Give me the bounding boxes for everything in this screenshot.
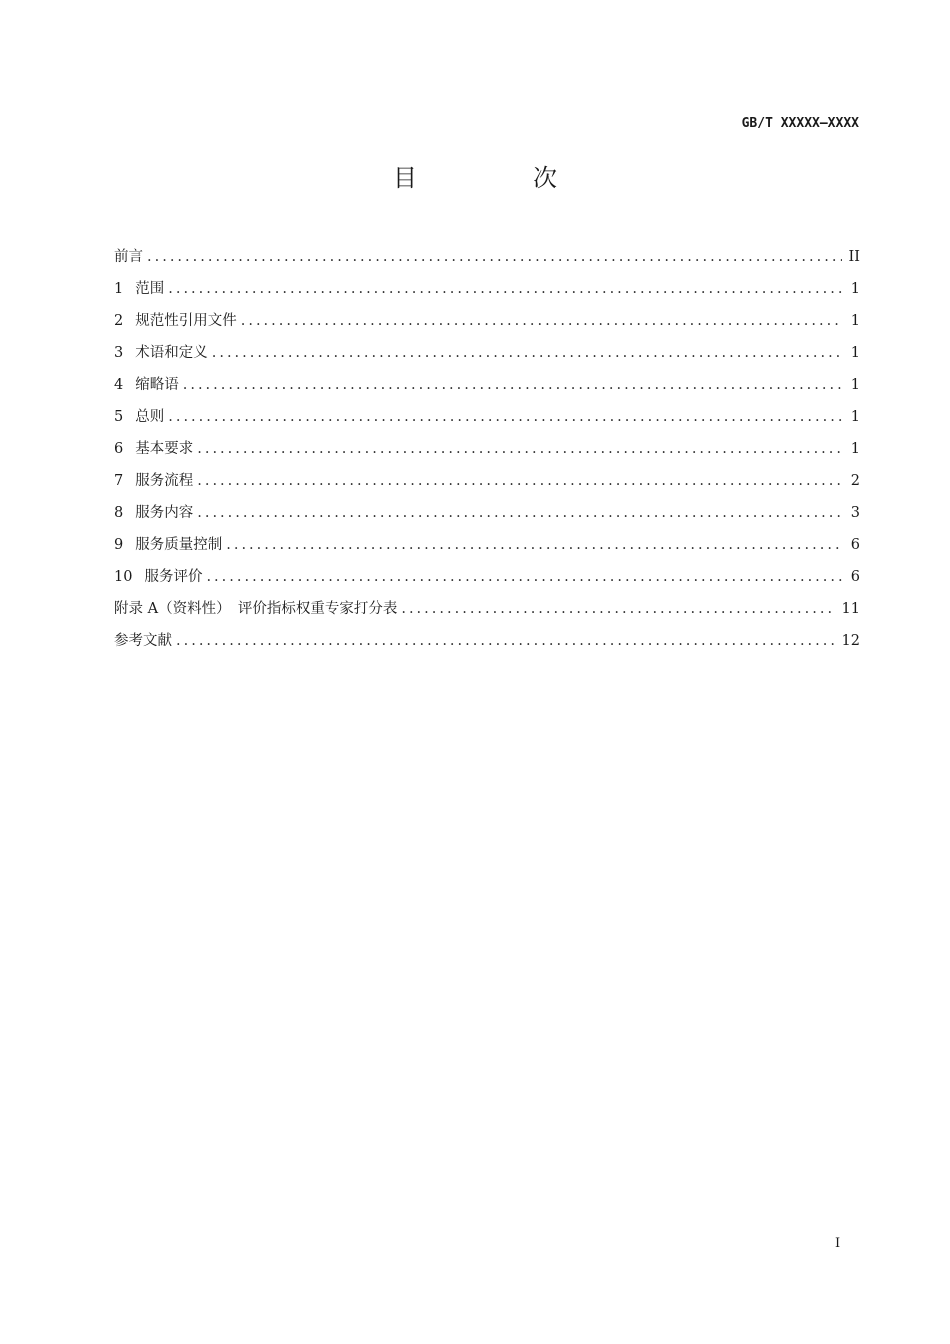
toc-dot-leader (241, 313, 842, 329)
toc-section-number: 7 (114, 473, 124, 489)
toc-dot-leader (197, 505, 842, 521)
toc-dot-leader (197, 441, 842, 457)
toc-entry-label: 基本要求 (135, 441, 194, 457)
toc-entry-normative-references[interactable] (114, 309, 860, 341)
toc-page-number: 1 (850, 345, 860, 361)
toc-page-number: II (848, 249, 860, 265)
toc-entry-label: 参考文献 (114, 633, 172, 649)
toc-entry-general[interactable] (114, 405, 860, 437)
toc-section-number: 2 (114, 313, 124, 329)
toc-page-number: 12 (841, 633, 860, 649)
toc-dot-leader (212, 345, 842, 361)
toc-page-number: 1 (850, 441, 860, 457)
toc-entry-label: 规范性引用文件 (135, 313, 237, 329)
toc-entry-bibliography[interactable] (114, 629, 860, 661)
toc-section-number: 3 (114, 345, 124, 361)
toc-entry-service-process[interactable] (114, 469, 860, 501)
toc-page-number: 1 (850, 313, 860, 329)
table-of-contents (114, 245, 860, 661)
toc-section-number: 5 (114, 409, 124, 425)
toc-entry-label: 服务质量控制 (135, 537, 223, 553)
toc-page-number: 3 (850, 505, 860, 521)
toc-entry-service-evaluation[interactable] (114, 565, 860, 597)
toc-page-number: 2 (850, 473, 860, 489)
toc-dot-leader (147, 249, 842, 265)
toc-entry-label: 服务内容 (135, 505, 194, 521)
toc-entry-appendix-a[interactable] (114, 597, 860, 629)
toc-entry-label: 缩略语 (135, 377, 179, 393)
toc-entry-quality-control[interactable] (114, 533, 860, 565)
toc-entry-abbreviations[interactable] (114, 373, 860, 405)
toc-section-number: 1 (114, 281, 124, 297)
toc-entry-label: 范围 (135, 281, 165, 297)
toc-page-number: 1 (850, 409, 860, 425)
toc-entry-label: 服务流程 (135, 473, 194, 489)
toc-page-number: 6 (850, 537, 860, 553)
toc-section-number: 9 (114, 537, 124, 553)
toc-entry-label: 总则 (135, 409, 165, 425)
toc-page-number: 11 (841, 601, 860, 617)
toc-section-number: 4 (114, 377, 124, 393)
toc-page-number: 1 (850, 377, 860, 393)
toc-dot-leader (206, 569, 842, 585)
toc-page-number: 1 (850, 281, 860, 297)
toc-dot-leader (168, 409, 842, 425)
toc-dot-leader (168, 281, 842, 297)
toc-entry-label: 前言 (114, 249, 143, 265)
toc-entry-basic-requirements[interactable] (114, 437, 860, 469)
toc-entry-label: 服务评价 (144, 569, 203, 585)
toc-dot-leader (197, 473, 842, 489)
toc-dot-leader (226, 537, 842, 553)
toc-entry-terms-definitions[interactable] (114, 341, 860, 373)
page-number: I (835, 1236, 841, 1251)
toc-section-number: 10 (114, 569, 133, 585)
toc-entry-label: 术语和定义 (135, 345, 208, 361)
toc-page-number: 6 (850, 569, 860, 585)
toc-section-number: 6 (114, 441, 124, 457)
toc-entry-foreword[interactable] (114, 245, 860, 277)
toc-dot-leader (176, 633, 836, 649)
toc-entry-scope[interactable] (114, 277, 860, 309)
toc-entry-label: 附录 A（资料性） 评价指标权重专家打分表 (114, 601, 398, 617)
toc-section-number: 8 (114, 505, 124, 521)
toc-dot-leader (183, 377, 842, 393)
toc-title: 目 次 (393, 164, 603, 192)
document-code: GB/T XXXXX—XXXX (741, 116, 859, 131)
toc-dot-leader (401, 601, 835, 617)
toc-entry-service-content[interactable] (114, 501, 860, 533)
